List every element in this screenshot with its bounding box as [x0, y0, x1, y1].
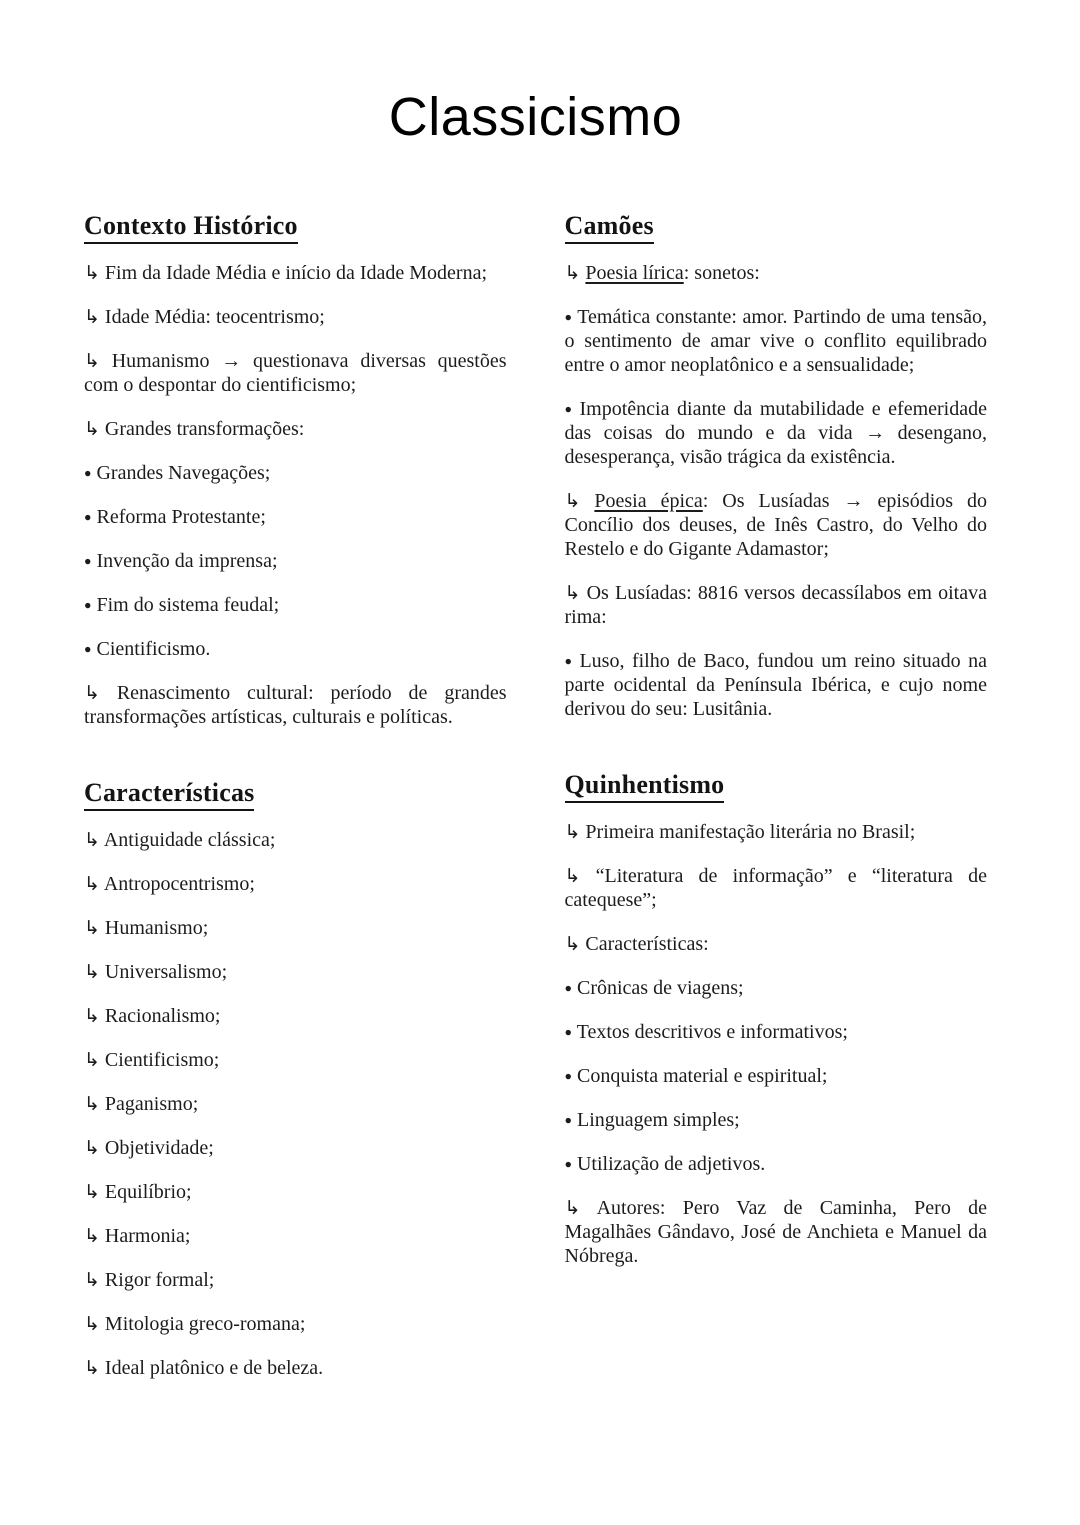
dot-bullet-icon: ●	[564, 981, 572, 996]
arrow-bullet-icon: ↳	[84, 262, 100, 285]
arrow-item	[84, 960, 507, 984]
item-text: Invenção da imprensa;	[96, 550, 278, 573]
arrow-item	[565, 261, 988, 285]
item-text: : sonetos:	[683, 262, 760, 285]
item-text: Poesia lírica	[585, 262, 684, 285]
bullet-item	[84, 549, 507, 573]
arrow-bullet-icon: ↳	[564, 582, 581, 605]
item-text: Ideal platônico e de beleza.	[104, 1357, 324, 1380]
item-text: Rigor formal;	[104, 1269, 215, 1292]
arrow-bullet-icon: ↳	[564, 821, 581, 844]
arrow-bullet-icon: ↳	[564, 865, 581, 888]
arrow-bullet-icon: ↳	[84, 873, 100, 896]
dot-bullet-icon: ●	[564, 1069, 572, 1084]
item-text: Utilização de adjetivos.	[576, 1153, 766, 1176]
dot-bullet-icon: ●	[564, 1157, 572, 1172]
section-heading-text: Quinhentismo	[565, 770, 725, 803]
arrow-bullet-icon: ↳	[84, 1313, 100, 1336]
arrow-item	[84, 916, 507, 940]
arrow-item	[84, 1092, 507, 1116]
section-heading	[84, 210, 507, 241]
dot-bullet-icon: ●	[84, 554, 92, 569]
item-text: Humanismo → questionava diversas questões com o despontar do cientificismo;	[84, 350, 507, 397]
arrow-item	[84, 681, 507, 729]
column-right	[565, 210, 988, 1268]
arrow-bullet-icon: ↳	[84, 1225, 100, 1248]
arrow-bullet-icon: ↳	[84, 1093, 100, 1116]
arrow-item	[84, 1048, 507, 1072]
item-text: Cientificismo;	[104, 1049, 220, 1072]
arrow-bullet-icon: ↳	[84, 1357, 100, 1380]
arrow-bullet-icon: ↳	[564, 490, 581, 513]
item-text: Linguagem simples;	[576, 1109, 740, 1132]
arrow-bullet-icon: ↳	[84, 917, 100, 940]
arrow-bullet-icon: ↳	[564, 262, 581, 285]
arrow-item	[84, 1312, 507, 1336]
arrow-bullet-icon: ↳	[564, 933, 581, 956]
arrow-item	[84, 305, 507, 329]
item-text: Impotência diante da mutabilidade e efemeridade das coisas do mundo e da vida → desengano, desesperança, visão trágica da existência.	[564, 398, 987, 469]
item-text: Universalismo;	[104, 961, 228, 984]
arrow-bullet-icon: ↳	[84, 1269, 100, 1292]
item-text: Mitologia greco-romana;	[104, 1313, 306, 1336]
bullet-item	[565, 305, 988, 377]
arrow-bullet-icon: ↳	[84, 961, 100, 984]
arrow-item	[565, 489, 988, 561]
arrow-item	[84, 1268, 507, 1292]
arrow-bullet-icon: ↳	[84, 1049, 100, 1072]
bullet-item	[84, 593, 507, 617]
arrow-bullet-icon: ↳	[84, 418, 100, 441]
bullet-item	[565, 1064, 988, 1088]
page-title: Classicismo	[388, 87, 683, 147]
item-text: Temática constante: amor. Partindo de uma tensão, o sentimento de amar vive o conflito equilibrado entre o amor neoplatônico e a sensualidade;	[564, 306, 988, 377]
item-text: Reforma Protestante;	[96, 506, 266, 529]
section-heading-text: Características	[84, 778, 254, 811]
dot-bullet-icon: ●	[564, 310, 572, 325]
arrow-item	[84, 349, 507, 397]
item-text: Objetividade;	[104, 1137, 214, 1160]
section-heading-text: Contexto Histórico	[84, 211, 298, 244]
item-text: Fim do sistema feudal;	[96, 594, 280, 617]
item-text: Antiguidade clássica;	[103, 829, 276, 852]
arrow-item	[84, 1224, 507, 1248]
arrow-item	[565, 581, 988, 629]
columns-container	[84, 210, 987, 1380]
bullet-item	[565, 649, 988, 721]
arrow-item	[84, 417, 507, 441]
arrow-item	[565, 864, 988, 912]
bullet-item	[84, 637, 507, 661]
dot-bullet-icon: ●	[84, 510, 92, 525]
dot-bullet-icon: ●	[564, 1025, 572, 1040]
arrow-bullet-icon: ↳	[84, 306, 100, 329]
arrow-bullet-icon: ↳	[84, 1137, 100, 1160]
section-heading	[565, 769, 988, 800]
item-text: Humanismo;	[104, 917, 209, 940]
bullet-item	[565, 397, 988, 469]
arrow-item	[565, 820, 988, 844]
arrow-item	[84, 1136, 507, 1160]
arrow-bullet-icon: ↳	[84, 1005, 100, 1028]
arrow-bullet-icon: ↳	[84, 1181, 100, 1204]
item-text: Harmonia;	[104, 1225, 191, 1248]
arrow-item	[84, 872, 507, 896]
section	[84, 210, 507, 729]
item-text: Fim da Idade Média e início da Idade Moderna;	[104, 262, 488, 285]
bullet-item	[565, 1152, 988, 1176]
item-text: Paganismo;	[104, 1093, 199, 1116]
item-text: : Os Lusíadas → episódios do Concílio dos deuses, de Inês Castro, do Velho do Restelo e do Gigante Adamastor;	[564, 490, 988, 561]
arrow-bullet-icon: ↳	[564, 1197, 581, 1220]
section	[565, 769, 988, 1268]
dot-bullet-icon: ●	[84, 598, 92, 613]
bullet-item	[565, 1020, 988, 1044]
section-heading-text: Camões	[565, 211, 654, 244]
item-text: Crônicas de viagens;	[576, 977, 744, 1000]
bullet-item	[84, 505, 507, 529]
dot-bullet-icon: ●	[84, 642, 92, 657]
item-text: Idade Média: teocentrismo;	[104, 306, 325, 329]
section	[565, 210, 988, 721]
column-left	[84, 210, 507, 1380]
bullet-item	[565, 976, 988, 1000]
section-heading	[84, 777, 507, 808]
arrow-item	[565, 932, 988, 956]
item-text: Cientificismo.	[96, 638, 211, 661]
arrow-item	[84, 828, 507, 852]
arrow-bullet-icon: ↳	[84, 350, 100, 373]
arrow-item	[84, 1004, 507, 1028]
item-text: Poesia épica	[594, 490, 703, 513]
dot-bullet-icon: ●	[564, 402, 572, 417]
arrow-bullet-icon: ↳	[84, 682, 100, 705]
item-text: Grandes Navegações;	[96, 462, 271, 485]
item-text: Primeira manifestação literária no Brasil;	[585, 821, 916, 844]
item-text: Conquista material e espiritual;	[576, 1065, 828, 1088]
dot-bullet-icon: ●	[84, 466, 92, 481]
arrow-item	[84, 261, 507, 285]
arrow-bullet-icon: ↳	[84, 829, 100, 852]
section-heading	[565, 210, 988, 241]
item-text: Textos descritivos e informativos;	[576, 1021, 848, 1044]
item-text: Antropocentrismo;	[103, 873, 255, 896]
item-text: Características:	[585, 933, 709, 956]
item-text: “Literatura de informação” e “literatura de catequese”;	[564, 865, 988, 912]
section	[84, 777, 507, 1380]
arrow-item	[565, 1196, 988, 1268]
item-text: Racionalismo;	[104, 1005, 221, 1028]
item-text: Luso, filho de Baco, fundou um reino situado na parte ocidental da Península Ibérica, e cujo nome derivou do seu: Lusitânia.	[564, 650, 987, 721]
arrow-item	[84, 1180, 507, 1204]
dot-bullet-icon: ●	[564, 654, 572, 669]
bullet-item	[84, 461, 507, 485]
item-text: Renascimento cultural: período de grandes transformações artísticas, culturais e políticas.	[84, 682, 507, 729]
arrow-item	[84, 1356, 507, 1380]
dot-bullet-icon: ●	[564, 1113, 572, 1128]
bullet-item	[565, 1108, 988, 1132]
item-text: Os Lusíadas: 8816 versos decassílabos em oitava rima:	[564, 582, 987, 629]
item-text: Grandes transformações:	[104, 418, 305, 441]
item-text: Equilíbrio;	[104, 1181, 192, 1204]
item-text: Autores: Pero Vaz de Caminha, Pero de Magalhães Gândavo, José de Anchieta e Manuel da Nóbrega.	[564, 1197, 987, 1268]
